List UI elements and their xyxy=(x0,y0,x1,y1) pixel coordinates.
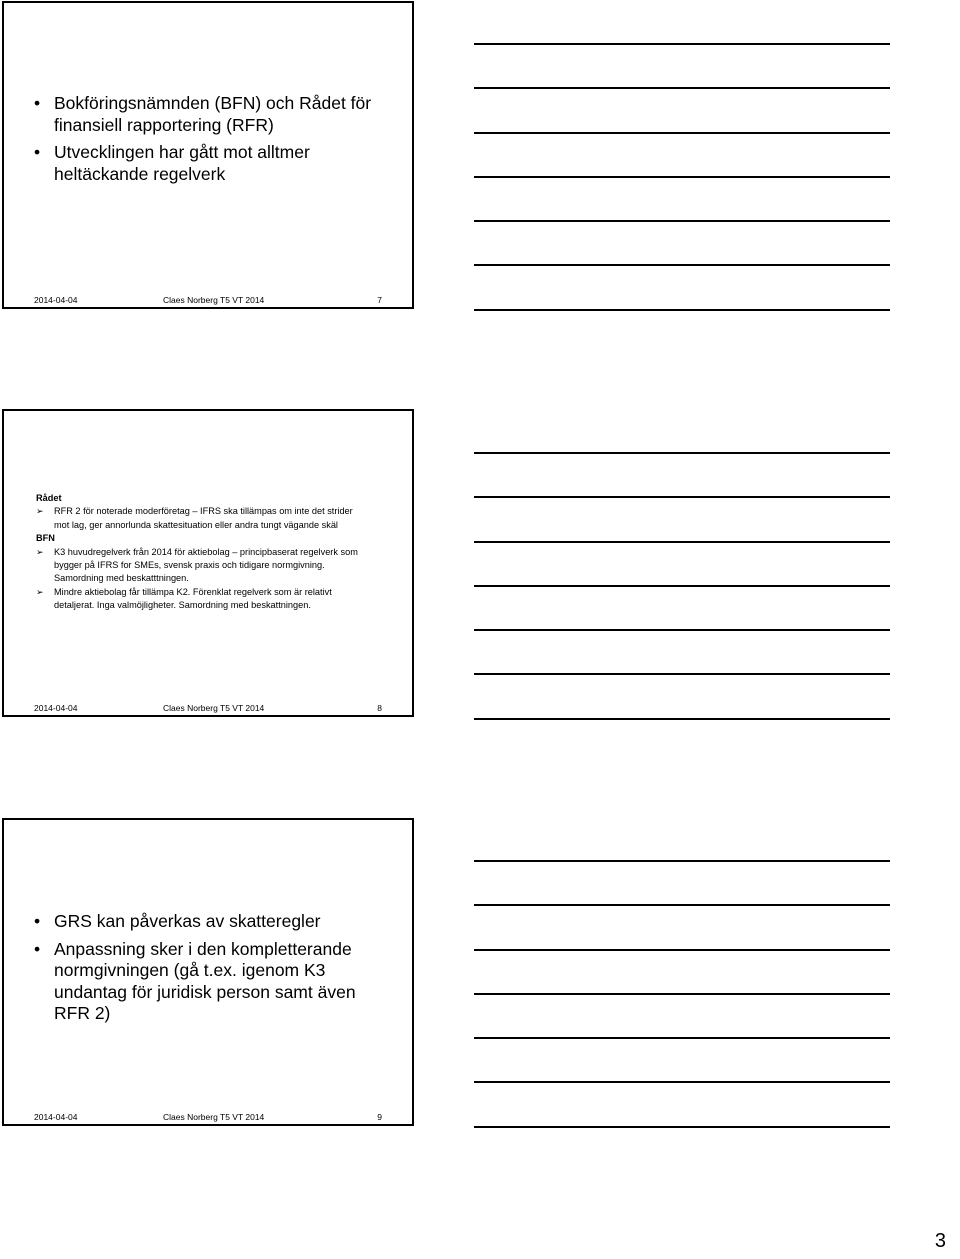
slide-bullet-list xyxy=(34,93,392,191)
note-line xyxy=(474,176,890,178)
note-line xyxy=(474,860,890,862)
notes-lines-slide-8 xyxy=(474,452,890,762)
section-heading-radet: Rådet xyxy=(36,493,62,503)
slide-8 xyxy=(2,409,414,717)
section-heading-bfn: BFN xyxy=(36,533,55,544)
arrow-item-text: RFR 2 för noterade moderföretag – IFRS ska tillämpas om inte det strider mot lag, ger annorlunda skattesituation eller andra tungt vägande skäl xyxy=(54,506,353,530)
footer-date: 2014-04-04 xyxy=(34,1112,78,1122)
slide-9 xyxy=(2,818,414,1126)
bullet-item: • Bokföringsnämnden (BFN) och Rådet för finansiell rapportering (RFR) xyxy=(34,93,392,136)
note-line xyxy=(474,220,890,222)
note-line xyxy=(474,1081,890,1083)
note-line xyxy=(474,309,890,311)
note-line xyxy=(474,264,890,266)
slide-text-block xyxy=(36,492,370,613)
note-line xyxy=(474,1126,890,1128)
slide-number: 7 xyxy=(377,295,382,305)
arrow-item xyxy=(36,546,370,586)
note-line xyxy=(474,496,890,498)
slide-bullet-list xyxy=(34,911,392,1031)
footer-date: 2014-04-04 xyxy=(34,295,78,305)
footer-author: Claes Norberg T5 VT 2014 xyxy=(163,703,265,713)
page-number: 3 xyxy=(934,1230,946,1252)
arrow-bullet-icon: ➢ xyxy=(36,586,44,597)
footer-author: Claes Norberg T5 VT 2014 xyxy=(163,1112,265,1122)
arrow-item-text: Mindre aktiebolag får tillämpa K2. Förenklat regelverk som är relativt detaljerat. Inga valmöjligheter. Samordning med beskattningen. xyxy=(54,586,332,611)
bullet-item: • Anpassning sker i den kompletterande normgivningen (gå t.ex. igenom K3 undantag för juridisk person samt även RFR 2) xyxy=(34,939,392,1025)
arrow-item xyxy=(36,586,370,613)
arrow-bullet-icon: ➢ xyxy=(36,506,44,517)
bullet-item: • GRS kan påverkas av skatteregler xyxy=(34,911,392,933)
slide-number: 9 xyxy=(377,1112,382,1122)
note-line xyxy=(474,1037,890,1039)
note-line xyxy=(474,541,890,543)
arrow-bullet-icon: ➢ xyxy=(36,546,44,557)
arrow-item xyxy=(36,505,370,532)
note-line xyxy=(474,87,890,89)
footer-author: Claes Norberg T5 VT 2014 xyxy=(163,295,265,305)
note-line xyxy=(474,132,890,134)
arrow-item-text: K3 huvudregelverk från 2014 för aktiebolag – principbaserat regelverk som bygger på IFRS for SMEs, svensk praxis och tidigare normgivning. Samordning med beskatttningen. xyxy=(54,546,358,584)
note-line xyxy=(474,629,890,631)
note-line xyxy=(474,673,890,675)
note-line xyxy=(474,993,890,995)
note-line xyxy=(474,585,890,587)
slide-number: 8 xyxy=(377,703,382,713)
note-line xyxy=(474,43,890,45)
note-line xyxy=(474,718,890,720)
footer-date: 2014-04-04 xyxy=(34,703,78,713)
notes-lines-slide-9 xyxy=(474,860,890,1170)
note-line xyxy=(474,452,890,454)
note-line xyxy=(474,904,890,906)
slide-7 xyxy=(2,1,414,309)
notes-lines-slide-7 xyxy=(474,43,890,353)
bullet-item: • Utvecklingen har gått mot alltmer heltäckande regelverk xyxy=(34,142,392,185)
note-line xyxy=(474,949,890,951)
